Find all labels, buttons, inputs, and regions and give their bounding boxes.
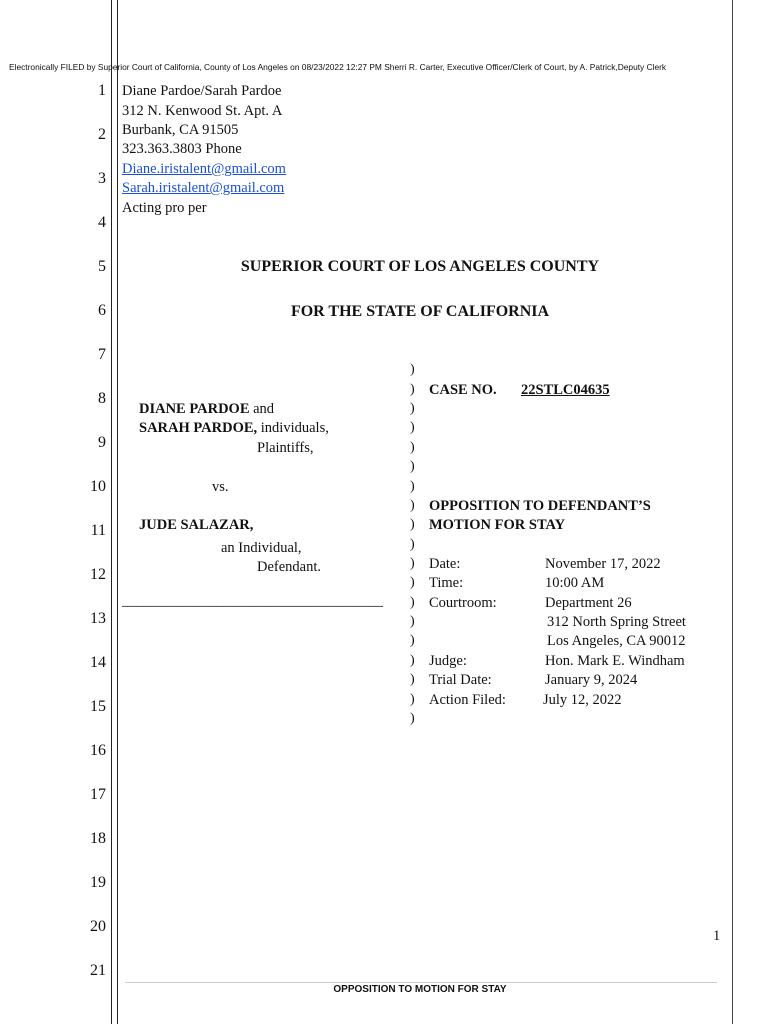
line-number: 11 — [90, 522, 106, 539]
pro-per-label: Acting pro per — [122, 200, 207, 216]
address-line-1: 312 N. Kenwood St. Apt. A — [122, 103, 283, 119]
pleading-right-margin-line — [732, 0, 733, 1024]
caption-paren: ) — [410, 537, 415, 552]
line-number: 7 — [98, 346, 106, 363]
caption-paren: ) — [410, 575, 415, 590]
line-number: 2 — [98, 126, 106, 143]
case-number: 22STLC04635 — [521, 382, 610, 398]
caption-paren: ) — [410, 440, 415, 455]
line-number: 1 — [98, 82, 106, 99]
trial-date: January 9, 2024 — [545, 672, 638, 688]
line-number: 5 — [98, 258, 106, 275]
defendant-label: Defendant. — [257, 559, 322, 575]
plaintiff-1: DIANE PARDOE and — [139, 401, 275, 417]
action-filed: July 12, 2022 — [543, 692, 622, 708]
caption-paren: ) — [410, 382, 415, 397]
party-names: Diane Pardoe/Sarah Pardoe — [122, 83, 282, 99]
plaintiff-2: SARAH PARDOE, individuals, — [139, 420, 329, 436]
caption-paren: ) — [410, 614, 415, 629]
line-number: 17 — [90, 786, 106, 803]
pleading-margin-line-inner — [117, 0, 118, 1024]
trial-date-label: Trial Date: — [429, 672, 492, 688]
courtroom: Department 26 — [545, 595, 632, 611]
caption-paren: ) — [410, 517, 415, 532]
line-number: 18 — [90, 830, 106, 847]
line-number: 21 — [90, 962, 106, 979]
hearing-date: November 17, 2022 — [545, 556, 661, 572]
caption-paren: ) — [410, 362, 415, 377]
line-number: 15 — [90, 698, 106, 715]
footer-rule — [125, 982, 717, 983]
line-number: 8 — [98, 390, 106, 407]
filing-stamp: Electronically FILED by Superior Court of California, County of Los Angeles on 08/23/2022 12:27 PM Sherri R. Carter, Executive Officer/Clerk of Court, by A. Patrick,Deputy Clerk — [9, 62, 667, 72]
page-number: 1 — [713, 928, 721, 944]
line-number: 10 — [90, 478, 106, 495]
caption-paren: ) — [410, 459, 415, 474]
hearing-date-label: Date: — [429, 556, 461, 572]
caption-paren: ) — [410, 672, 415, 687]
caption-paren: ) — [410, 692, 415, 707]
caption-paren: ) — [410, 556, 415, 571]
defendant-description: an Individual, — [221, 540, 302, 556]
court-name: SUPERIOR COURT OF LOS ANGELES COUNTY — [240, 258, 600, 275]
line-number: 3 — [98, 170, 106, 187]
footer-title: OPPOSITION TO MOTION FOR STAY — [333, 984, 507, 995]
judge: Hon. Mark E. Windham — [545, 653, 685, 669]
caption-rule: ____________________________________ — [122, 593, 383, 609]
caption-paren: ) — [410, 711, 415, 726]
line-number: 16 — [90, 742, 106, 759]
plaintiffs-label: Plaintiffs, — [257, 440, 314, 456]
line-number: 14 — [90, 654, 106, 671]
line-number: 13 — [90, 610, 106, 627]
court-street: 312 North Spring Street — [547, 614, 686, 630]
line-number: 19 — [90, 874, 106, 891]
caption-paren: ) — [410, 401, 415, 416]
defendant-name: JUDE SALAZAR, — [139, 517, 254, 533]
line-number: 9 — [98, 434, 106, 451]
caption-paren: ) — [410, 479, 415, 494]
hearing-time-label: Time: — [429, 575, 464, 591]
courtroom-label: Courtroom: — [429, 595, 497, 611]
case-number-label: CASE NO. — [429, 382, 497, 398]
line-number: 20 — [90, 918, 106, 935]
caption-paren: ) — [410, 595, 415, 610]
action-filed-label: Action Filed: — [429, 692, 506, 708]
line-number: 6 — [98, 302, 106, 319]
caption-paren: ) — [410, 633, 415, 648]
document-title-line-1: OPPOSITION TO DEFENDANT’S — [429, 498, 651, 514]
hearing-time: 10:00 AM — [545, 575, 605, 591]
line-number: 4 — [98, 214, 106, 231]
document-title-line-2: MOTION FOR STAY — [429, 517, 566, 533]
email-link-sarah[interactable]: Sarah.iristalent@gmail.com — [122, 180, 285, 196]
line-number: 12 — [90, 566, 106, 583]
caption-paren: ) — [410, 653, 415, 668]
phone: 323.363.3803 Phone — [122, 141, 242, 157]
caption-paren: ) — [410, 420, 415, 435]
pleading-margin-line-outer — [111, 0, 112, 1024]
caption-paren: ) — [410, 498, 415, 513]
court-state: FOR THE STATE OF CALIFORNIA — [290, 303, 550, 320]
address-line-2: Burbank, CA 91505 — [122, 122, 239, 138]
judge-label: Judge: — [429, 653, 467, 669]
email-link-diane[interactable]: Diane.iristalent@gmail.com — [122, 161, 286, 177]
versus: vs. — [212, 479, 229, 495]
court-city: Los Angeles, CA 90012 — [547, 633, 686, 649]
